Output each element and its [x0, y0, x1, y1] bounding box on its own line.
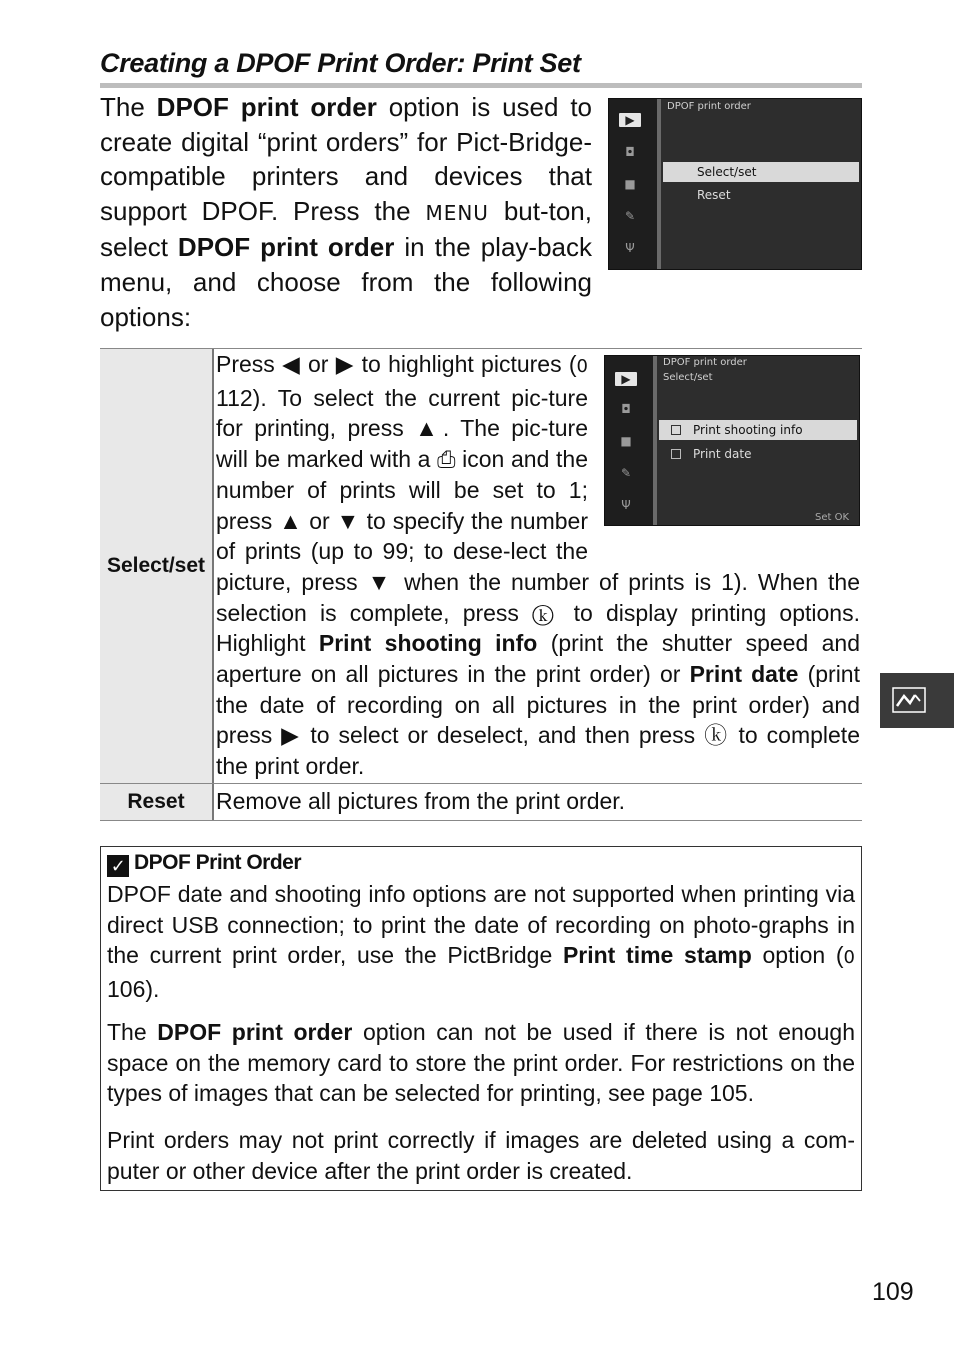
option-label-select-set: Select/set	[100, 349, 214, 783]
page-number: 109	[872, 1278, 914, 1306]
connection-icon	[892, 687, 926, 713]
menu-item-print-date: Print date	[659, 444, 857, 464]
screen-title: DPOF print order	[663, 357, 747, 368]
retouch-menu-icon: ✎	[620, 466, 632, 480]
intro-paragraph: The DPOF print order option is used to create digital “print orders” for Pict-Bridge-compatible printers and devices that support DPOF. Press the MENU but-ton, select DPOF print order in the play-back menu, and choose from the following options:	[100, 92, 592, 332]
menu-item-reset: Reset	[697, 188, 731, 202]
note-box	[100, 846, 862, 1191]
menu-item-print-shooting-info: Print shooting info	[659, 420, 857, 440]
camera-menu-screenshot-select-set	[604, 355, 860, 526]
shooting-menu-icon: ◘	[621, 402, 631, 416]
setup-menu-icon: Ψ	[625, 241, 635, 255]
retouch-menu-icon: ✎	[624, 209, 636, 223]
screen-subtitle: Select/set	[663, 372, 713, 383]
note-paragraph-1: DPOF date and shooting info options are not supported when printing via direct USB connection; to print the date of recording on photo-graphs in the current print order, use the PictBridge Print time stamp option (0 106).	[107, 881, 855, 1003]
checkmark-icon: ✓	[107, 855, 129, 877]
screen-footer: Set OK	[814, 512, 849, 523]
option-description-reset: Remove all pictures from the print order.	[216, 788, 626, 814]
section-tab	[880, 673, 954, 728]
screen-title: DPOF print order	[667, 101, 751, 112]
note-paragraph-3: Print orders may not print correctly if images are deleted using a com-puter or other device after the print order is created.	[107, 1127, 855, 1184]
checkbox-icon	[671, 425, 681, 435]
movie-menu-icon: ■	[624, 177, 636, 191]
option-label-reset: Reset	[100, 784, 214, 820]
playback-menu-icon: ▶	[619, 113, 641, 127]
menu-item-select-set: Select/set	[663, 162, 859, 182]
page-reference-icon: 0	[576, 356, 588, 377]
menu-button-icon: MENU	[425, 200, 489, 225]
checkbox-icon	[671, 449, 681, 459]
page-reference-icon: 0	[843, 947, 855, 969]
setup-menu-icon: Ψ	[621, 498, 631, 512]
playback-menu-icon: ▶	[615, 372, 637, 386]
note-title: ✓ DPOF Print Order	[107, 851, 301, 877]
movie-menu-icon: ■	[620, 434, 632, 448]
note-paragraph-2: The DPOF print order option can not be used if there is not enough space on the memory card to store the print order. For restrictions on the types of images that can be selected for printing, see page 105.	[107, 1019, 856, 1107]
shooting-menu-icon: ◘	[625, 145, 635, 159]
section-heading: Creating a DPOF Print Order: Print Set	[100, 48, 862, 88]
option-description-select-set: Press ◀ or ▶ to highlight pictures (0 112). To select the current pic-ture for printing, press ▲. The pic-ture will be marked with a ⎙ icon and the number of prints will be set to 1; press ▲ or ▼ to specify the number of prints (up to 99; to dese-lect the picture, press ▼ when the number of prints is 1). When the selection is complete, press ⓚ to display printing options. Highlight Print shooting info (print the shutter speed and aperture on all pictures in the print order) or Print date (print the date of recording on all pictures in the print order) and press ▶ to select or deselect, and then press ⓚ to complete the print order.	[216, 351, 861, 780]
camera-menu-screenshot-playback	[608, 98, 862, 270]
